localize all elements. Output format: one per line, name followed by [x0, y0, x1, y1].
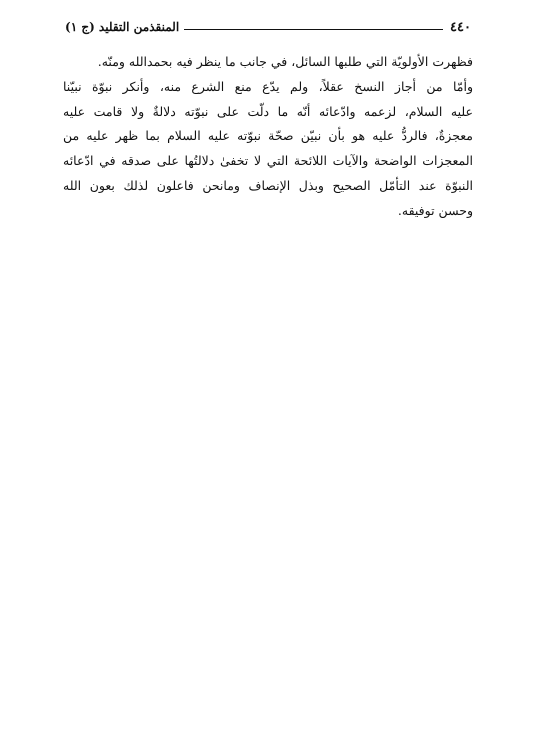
body-line: وأمّا من أجاز النسخ عقلاً، ولم يدّع منع الشرع منه، وأنكر نبوّة نبيّنا: [63, 78, 473, 94]
body-line: وحسن توفيقه.: [397, 202, 473, 218]
page-header: [65, 16, 471, 38]
header-rule: [184, 29, 443, 30]
body-line: معجزةٌ، فالردُّ عليه هو بأن نبيّن صحّة نبوّته عليه السلام بما ظهر عليه من: [63, 128, 473, 144]
body-text: [63, 50, 473, 224]
page-number: ٤٤٠: [450, 19, 471, 35]
running-title: المنقذمن التقليد (ج ١): [65, 20, 180, 34]
body-line: المعجزات الواضحة والآيات اللائحة التي لا تخفىٰ دلالتُها على صدقه في ادّعائه: [63, 153, 473, 169]
body-line: النبوّة عند التأمّل الصحيح وبذل الإنصاف ومانحن فاعلون لذلك بعون الله: [63, 177, 473, 193]
body-line: عليه السلام، لزعمه وادّعائه أنّه ما دلّت على نبوّته دلالةٌ ولا قامت عليه: [63, 103, 473, 119]
body-line: فظهرت الأولويّة التي طلبها السائل، في جانب ما ينظر فيه بحمدالله ومنّه.: [97, 54, 473, 69]
